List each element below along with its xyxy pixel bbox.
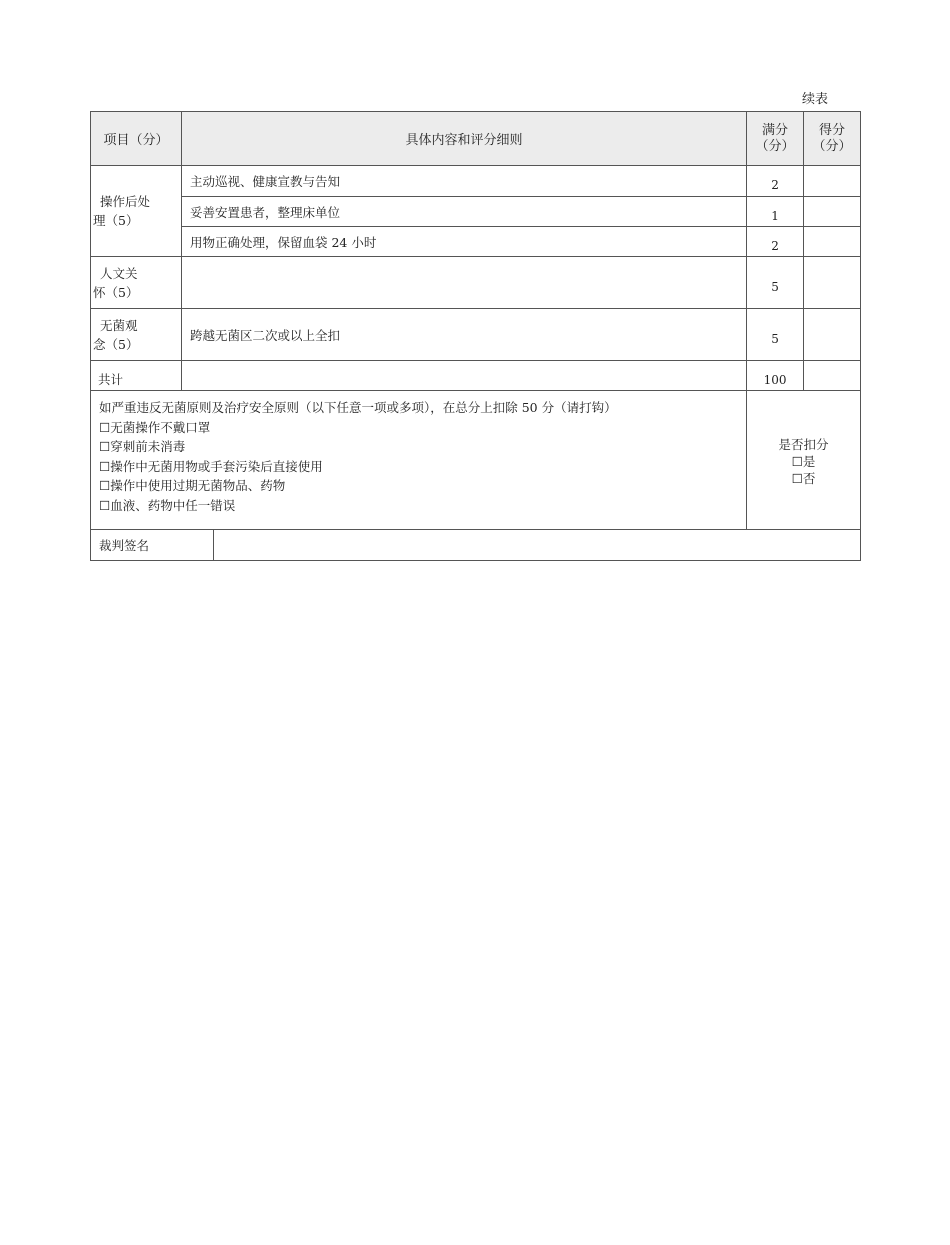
header-got-score bbox=[804, 112, 861, 166]
signature-row bbox=[91, 530, 861, 561]
header-full-score-line2: （分） bbox=[755, 138, 795, 154]
table-row bbox=[91, 309, 861, 361]
header-content: 具体内容和评分细则 bbox=[182, 112, 747, 166]
rule-checkbox-no-disinfection[interactable]: ☐穿刺前未消毒 bbox=[99, 439, 186, 454]
total-label: 共计 bbox=[91, 361, 182, 391]
criterion-text: 用物正确处理，保留血袋 24 小时 bbox=[182, 227, 747, 257]
header-full-score-line1: 满分 bbox=[762, 122, 789, 138]
category-post-operation: 操作后处 理（5） bbox=[91, 166, 182, 257]
full-score-value: 1 bbox=[747, 197, 804, 227]
continued-label: 续表 bbox=[802, 92, 829, 107]
score-input-cell[interactable] bbox=[804, 166, 861, 197]
full-score-value: 2 bbox=[747, 227, 804, 257]
total-row bbox=[91, 361, 861, 391]
deduction-rules-intro: 如严重违反无菌原则及治疗安全原则（以下任意一项或多项），在总分上扣除 50 分（请打钩） bbox=[99, 400, 617, 415]
score-input-cell[interactable] bbox=[804, 309, 861, 361]
rule-checkbox-no-mask[interactable]: ☐无菌操作不戴口罩 bbox=[99, 419, 211, 435]
total-score-input-cell[interactable] bbox=[804, 361, 861, 391]
full-score-value: 5 bbox=[747, 309, 804, 361]
deduction-rules bbox=[91, 391, 747, 530]
deduction-no-checkbox[interactable]: ☐否 bbox=[791, 470, 816, 486]
deduction-decision bbox=[747, 391, 861, 530]
full-score-value: 5 bbox=[747, 257, 804, 309]
criterion-text: 跨越无菌区二次或以上全扣 bbox=[182, 309, 747, 361]
deduction-rules-row bbox=[91, 391, 861, 530]
signature-field[interactable] bbox=[214, 530, 861, 561]
header-got-score-line2: （分） bbox=[812, 138, 852, 154]
header-item: 项目（分） bbox=[91, 112, 182, 166]
full-score-value: 2 bbox=[747, 166, 804, 197]
table-row bbox=[91, 197, 861, 227]
score-input-cell[interactable] bbox=[804, 257, 861, 309]
header-full-score bbox=[747, 112, 804, 166]
score-input-cell[interactable] bbox=[804, 227, 861, 257]
header-got-score-line1: 得分 bbox=[819, 122, 846, 138]
table-row bbox=[91, 227, 861, 257]
total-full-score: 100 bbox=[747, 361, 804, 391]
deduction-title: 是否扣分 bbox=[778, 436, 829, 452]
score-input-cell[interactable] bbox=[804, 197, 861, 227]
criterion-text: 妥善安置患者，整理床单位 bbox=[182, 197, 747, 227]
total-content bbox=[182, 361, 747, 391]
table-row bbox=[91, 257, 861, 309]
table-header-row bbox=[91, 112, 861, 166]
rule-checkbox-contaminated-use[interactable]: ☐操作中无菌用物或手套污染后直接使用 bbox=[99, 458, 323, 474]
rule-checkbox-expired-items[interactable]: ☐操作中使用过期无菌物品、药物 bbox=[99, 478, 286, 493]
rule-checkbox-blood-drug-error[interactable]: ☐血液、药物中任一错误 bbox=[99, 497, 236, 513]
deduction-yes-checkbox[interactable]: ☐是 bbox=[791, 453, 816, 469]
score-table bbox=[90, 111, 861, 561]
criterion-text: 主动巡视、健康宣教与告知 bbox=[182, 166, 747, 197]
criterion-text bbox=[182, 257, 747, 309]
signature-label: 裁判签名 bbox=[91, 530, 214, 561]
category-aseptic: 无菌观 念（5） bbox=[91, 309, 182, 361]
category-humanistic: 人文关 怀（5） bbox=[91, 257, 182, 309]
table-row bbox=[91, 166, 861, 197]
